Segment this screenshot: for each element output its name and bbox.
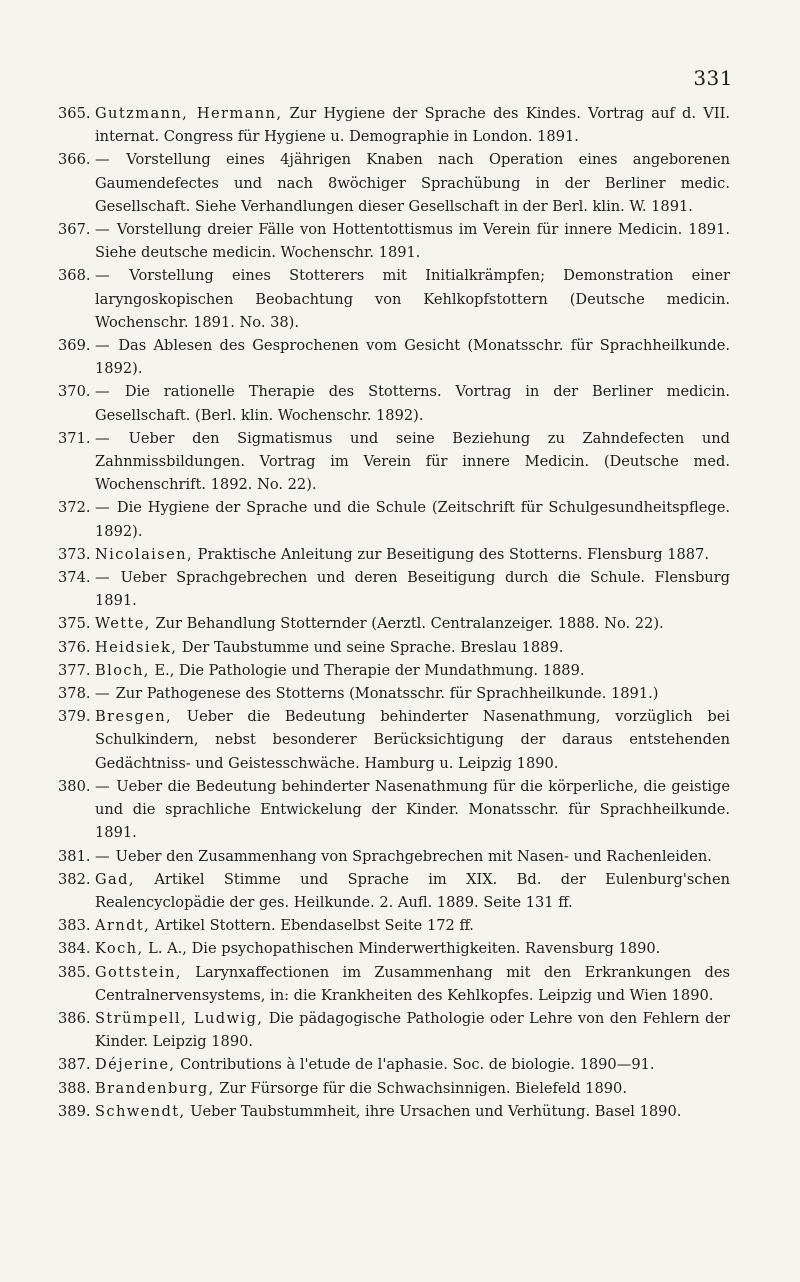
- entry-author: —: [95, 685, 111, 703]
- entry-title: Contributions à l'etude de l'aphasie. Soc. de biologie. 1890—91.: [180, 1056, 655, 1074]
- entry-title: Larynxaffectionen im Zusammenhang mit den Erkrankungen des Centralnervensystems, in: die Krankheiten des Kehlkopfes. Leipzig und Wien 1890.: [95, 963, 731, 1004]
- entry-text: [95, 380, 730, 426]
- bibliography-entry: [58, 334, 730, 380]
- entry-author: —: [95, 383, 111, 401]
- entry-text: [95, 264, 730, 334]
- entry-title: Ueber Sprachgebrechen und deren Beseitigung durch die Schule. Flensburg 1891.: [95, 569, 731, 610]
- bibliography-entry: [58, 1077, 730, 1100]
- entry-author: Gottstein,: [95, 963, 182, 981]
- entry-number: 368.: [58, 267, 91, 285]
- bibliography-entry: [58, 914, 730, 937]
- entry-title: Der Taubstumme und seine Sprache. Breslau 1889.: [181, 638, 564, 656]
- entry-number: 381.: [58, 847, 91, 865]
- entry-author: Déjerine,: [95, 1056, 176, 1074]
- entry-author: Heidsiek,: [95, 638, 178, 656]
- entry-title: Ueber die Bedeutung behinderter Nasenathmung für die körperliche, die geistige und die sprachliche Entwickelung der Kinder. Monatsschr. für Sprachheilkunde. 1891.: [95, 777, 730, 842]
- entry-text: [95, 1100, 730, 1123]
- bibliography-entry: [58, 566, 730, 612]
- bibliography-entry: [58, 1053, 730, 1076]
- entry-author: Bloch,: [95, 661, 150, 679]
- bibliography-entry: [58, 496, 730, 542]
- bibliography-list: [58, 102, 730, 1123]
- entry-text: [95, 543, 730, 566]
- entry-title: Zur Hygiene der Sprache des Kindes. Vortrag auf d. VII. internat. Congress für Hygiene u. Demographie in London. 1891.: [95, 105, 730, 146]
- entry-author: Bresgen,: [95, 708, 173, 726]
- entry-number: 367.: [58, 221, 91, 239]
- bibliography-entry: [58, 937, 730, 960]
- bibliography-entry: [58, 380, 730, 426]
- entry-author: Nicolaisen,: [95, 545, 193, 563]
- entry-title: L. A., Die psychopathischen Minderwerthigkeiten. Ravensburg 1890.: [148, 940, 661, 958]
- entry-number: 385.: [58, 963, 91, 981]
- entry-number: 387.: [58, 1056, 91, 1074]
- entry-text: [95, 612, 730, 635]
- entry-text: [95, 937, 730, 960]
- bibliography-entry: [58, 264, 730, 334]
- entry-number: 365.: [58, 105, 91, 122]
- entry-author: —: [95, 429, 111, 447]
- entry-text: [95, 961, 730, 1007]
- entry-number: 380.: [58, 777, 91, 795]
- entry-text: [95, 659, 730, 682]
- entry-author: Gutzmann, Hermann,: [95, 105, 283, 122]
- entry-number: 372.: [58, 499, 91, 517]
- entry-author: —: [95, 569, 111, 587]
- entry-title: Das Ablesen des Gesprochenen vom Gesicht (Monatsschr. für Sprachheilkunde. 1892).: [95, 337, 731, 378]
- entry-text: [95, 496, 730, 542]
- entry-author: Koch,: [95, 940, 144, 958]
- entry-number: 386.: [58, 1009, 91, 1027]
- entry-number: 373.: [58, 545, 91, 563]
- entry-text: [95, 102, 730, 148]
- entry-text: [95, 682, 730, 705]
- entry-author: Brandenburg,: [95, 1079, 215, 1097]
- entry-title: Vorstellung eines Stotterers mit Initialkrämpfen; Demonstration einer laryngoskopischen Beobachtung von Kehlkopfstottern (Deutsche medicin. Wochenschr. 1891. No. 38).: [95, 267, 730, 331]
- entry-author: Gad,: [95, 870, 135, 888]
- entry-title: Die Hygiene der Sprache und die Schule (Zeitschrift für Schulgesundheitspflege. 1892).: [95, 499, 730, 540]
- bibliography-entry: [58, 612, 730, 635]
- bibliography-entry: [58, 148, 730, 218]
- entry-number: 369.: [58, 337, 91, 355]
- entry-number: 376.: [58, 638, 91, 656]
- bibliography-entry: [58, 961, 730, 1007]
- page-number: 331: [693, 66, 733, 90]
- entry-text: [95, 845, 730, 868]
- bibliography-entry: [58, 427, 730, 497]
- entry-text: [95, 636, 730, 659]
- entry-text: [95, 705, 730, 775]
- entry-title: Ueber den Sigmatismus und seine Beziehung zu Zahndefecten und Zahnmissbildungen. Vortrag im Verein für innere Medicin. (Deutsche med. Wochenschrift. 1892. No. 22).: [95, 429, 730, 494]
- bibliography-entry: [58, 705, 730, 775]
- entry-number: 366.: [58, 151, 91, 169]
- entry-title: Praktische Anleitung zur Beseitigung des Stotterns. Flensburg 1887.: [197, 545, 709, 563]
- entry-text: [95, 148, 730, 218]
- entry-number: 377.: [58, 661, 91, 679]
- entry-title: Vorstellung eines 4jährigen Knaben nach Operation eines angeborenen Gaumendefectes und nach 8wöchiger Sprachübung in der Berliner medic. Gesellschaft. Siehe Verhandlungen dieser Gesellschaft in der Berl. klin. W. 1891.: [95, 151, 730, 215]
- entry-text: [95, 218, 730, 264]
- entry-author: Wette,: [95, 615, 151, 633]
- entry-title: Artikel Stottern. Ebendaselbst Seite 172 ff.: [154, 917, 474, 935]
- bibliography-entry: [58, 543, 730, 566]
- entry-text: [95, 427, 730, 497]
- entry-author: —: [95, 499, 111, 517]
- entry-author: Schwendt,: [95, 1102, 186, 1120]
- entry-number: 388.: [58, 1079, 91, 1097]
- entry-number: 371.: [58, 429, 91, 447]
- entry-number: 383.: [58, 917, 91, 935]
- entry-author: Arndt,: [95, 917, 151, 935]
- entry-title: Ueber die Bedeutung behinderter Nasenathmung, vorzüglich bei Schulkindern, nebst besonderer Berücksichtigung der daraus entstehenden Gedächtniss- und Geistesschwäche. Hamburg u. Leipzig 1890.: [95, 708, 730, 772]
- bibliography-entry: [58, 845, 730, 868]
- entry-author: —: [95, 847, 111, 865]
- entry-author: —: [95, 337, 111, 355]
- entry-author: —: [95, 777, 111, 795]
- entry-title: Artikel Stimme und Sprache im XIX. Bd. der Eulenburg'schen Realencyclopädie der ges. Heilkunde. 2. Aufl. 1889. Seite 131 ff.: [95, 870, 730, 911]
- bibliography-entry: [58, 682, 730, 705]
- entry-number: 379.: [58, 708, 91, 726]
- bibliography-entry: [58, 659, 730, 682]
- entry-title: Zur Fürsorge für die Schwachsinnigen. Bielefeld 1890.: [219, 1079, 627, 1097]
- bibliography-entry: [58, 775, 730, 845]
- bibliography-entry: [58, 102, 730, 148]
- entry-title: Zur Behandlung Stotternder (Aerztl. Centralanzeiger. 1888. No. 22).: [155, 615, 664, 633]
- entry-title: Die pädagogische Pathologie oder Lehre von den Fehlern der Kinder. Leipzig 1890.: [95, 1009, 730, 1051]
- entry-text: [95, 868, 730, 914]
- entry-number: 374.: [58, 569, 91, 587]
- bibliography-entry: [58, 868, 730, 914]
- entry-title: Zur Pathogenese des Stotterns (Monatsschr. für Sprachheilkunde. 1891.): [115, 685, 659, 703]
- entry-author: —: [95, 221, 111, 239]
- entry-number: 378.: [58, 685, 91, 703]
- entry-number: 389.: [58, 1102, 91, 1120]
- bibliography-entry: [58, 1100, 730, 1123]
- entry-author: Strümpell, Ludwig,: [95, 1009, 264, 1027]
- bibliography-entry: [58, 218, 730, 264]
- entry-title: Ueber den Zusammenhang von Sprachgebrechen mit Nasen- und Rachenleiden.: [115, 847, 712, 865]
- entry-title: E., Die Pathologie und Therapie der Mundathmung. 1889.: [154, 661, 585, 679]
- entry-title: Ueber Taubstummheit, ihre Ursachen und Verhütung. Basel 1890.: [190, 1102, 682, 1120]
- entry-text: [95, 334, 730, 380]
- entry-number: 370.: [58, 383, 91, 401]
- entry-text: [95, 1077, 730, 1100]
- entry-author: —: [95, 267, 111, 285]
- bibliography-entry: [58, 1007, 730, 1053]
- entry-title: Die rationelle Therapie des Stotterns. Vortrag in der Berliner medicin. Gesellschaft. (Berl. klin. Wochenschr. 1892).: [95, 383, 731, 424]
- entry-author: —: [95, 151, 111, 169]
- entry-number: 384.: [58, 940, 91, 958]
- entry-number: 382.: [58, 870, 91, 888]
- entry-text: [95, 775, 730, 845]
- bibliography-entry: [58, 636, 730, 659]
- entry-number: 375.: [58, 615, 91, 633]
- entry-text: [95, 566, 730, 612]
- entry-title: Vorstellung dreier Fälle von Hottentottismus im Verein für innere Medicin. 1891. Siehe deutsche medicin. Wochenschr. 1891.: [95, 221, 730, 262]
- entry-text: [95, 914, 730, 937]
- entry-text: [95, 1053, 730, 1076]
- entry-text: [95, 1007, 730, 1053]
